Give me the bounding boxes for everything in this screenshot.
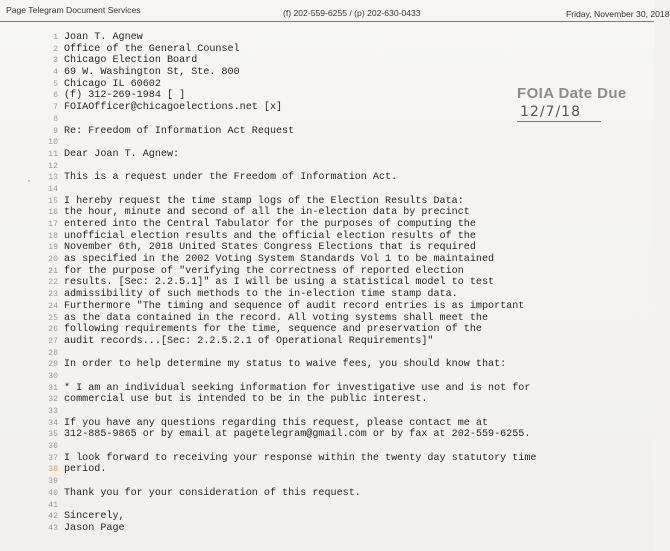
line-number: 24 xyxy=(48,301,58,311)
letter-line xyxy=(0,488,654,500)
letter-line xyxy=(0,523,654,535)
line-text: Re: Freedom of Information Act Request xyxy=(64,125,295,137)
line-number: 9 xyxy=(53,126,58,136)
letter-line xyxy=(0,254,654,266)
stamp-handwritten-date: 12/7/18 xyxy=(520,104,581,120)
fax-date: Friday, November 30, 2018 xyxy=(566,9,670,19)
line-number: 15 xyxy=(48,196,58,206)
line-number: 10 xyxy=(48,138,58,148)
letter-line xyxy=(0,406,654,418)
line-number: 30 xyxy=(48,371,58,381)
fax-header xyxy=(0,0,670,20)
line-text: FOIAOfficer@chicagoelections.net [x] xyxy=(64,102,283,114)
line-number: 39 xyxy=(48,477,58,487)
letter-line xyxy=(0,114,654,126)
line-text: Jason Page xyxy=(64,522,125,534)
line-text: If you have any questions regarding this request, please contact me at xyxy=(64,417,489,429)
line-text: as the data contained in the record. All voting systems shall meet the xyxy=(64,312,489,324)
letter-line xyxy=(0,207,654,219)
letter-line xyxy=(0,90,654,102)
line-number: 4 xyxy=(53,68,58,78)
line-number: 14 xyxy=(48,184,58,194)
line-text: period. xyxy=(64,464,107,476)
line-number: 16 xyxy=(48,208,58,218)
letter-line xyxy=(0,102,654,114)
letter-line xyxy=(0,277,654,289)
letter-line xyxy=(0,184,654,196)
letter-line xyxy=(0,149,654,161)
line-text: results. [Sec: 2.2.5.1]" as I will be using a statistical model to test xyxy=(64,277,495,289)
letter-line xyxy=(0,137,654,149)
line-number: 6 xyxy=(53,91,58,101)
line-text: Office of the General Counsel xyxy=(64,43,240,55)
letter-line xyxy=(0,464,654,476)
line-text: * I am an individual seeking information for investigative use and is not for xyxy=(64,382,531,394)
line-number: 25 xyxy=(48,313,58,323)
letter-line xyxy=(0,172,654,184)
stamp-label: FOIA Date Due xyxy=(517,85,627,102)
line-number: 22 xyxy=(48,278,58,288)
line-number: 43 xyxy=(48,523,58,533)
line-number: 31 xyxy=(48,383,58,393)
letter-line xyxy=(0,371,654,383)
line-number: 13 xyxy=(48,173,58,183)
line-number: 1 xyxy=(53,33,58,42)
line-text: for the purpose of "verifying the correctness of reported election xyxy=(64,265,464,277)
line-number: 27 xyxy=(48,336,58,346)
line-number: 20 xyxy=(48,255,58,265)
letter-line xyxy=(0,55,654,67)
line-number: 40 xyxy=(48,488,58,498)
line-number: 19 xyxy=(48,243,58,253)
line-number: 8 xyxy=(53,114,58,124)
line-text: audit records...[Sec: 2.2.5.2.1 of Operational Requirements]" xyxy=(64,335,434,347)
line-number: 11 xyxy=(48,149,58,159)
letter-line xyxy=(0,511,654,523)
letter-line xyxy=(0,359,654,371)
letter-line xyxy=(0,266,654,278)
letter-line xyxy=(0,394,654,406)
line-number: 26 xyxy=(48,325,58,335)
line-number: 33 xyxy=(48,407,58,416)
line-number: 18 xyxy=(48,231,58,241)
line-text: the hour, minute and second of all the in-election data by precinct xyxy=(64,207,470,219)
letter-line xyxy=(0,67,654,79)
line-number: 37 xyxy=(48,453,58,463)
line-text: In order to help determine my status to waive fees, you should know that: xyxy=(64,359,507,371)
letter-line xyxy=(0,231,654,243)
line-number: 7 xyxy=(53,103,58,113)
line-text: This is a request under the Freedom of Information Act. xyxy=(64,172,398,184)
line-text: November 6th, 2018 United States Congress Elections that is required xyxy=(64,242,476,254)
line-number: 12 xyxy=(48,161,58,171)
line-text: 69 W. Washington St, Ste. 800 xyxy=(64,67,240,79)
letter-line xyxy=(0,79,654,91)
letter-line xyxy=(0,313,654,325)
line-text: commercial use but is intended to be in the public interest. xyxy=(64,394,428,406)
letter-line xyxy=(0,383,654,395)
line-text: Sincerely, xyxy=(64,511,125,523)
line-number: 36 xyxy=(48,442,58,452)
line-number: 41 xyxy=(48,500,58,510)
line-text: Dear Joan T. Agnew: xyxy=(64,148,180,160)
letter-line xyxy=(0,196,654,208)
line-number: 38 xyxy=(48,465,58,475)
line-number: 29 xyxy=(48,360,58,370)
line-number: 3 xyxy=(53,56,58,66)
header-rule xyxy=(0,21,654,22)
letter-line xyxy=(0,336,654,348)
line-text: Chicago Election Board xyxy=(64,55,198,67)
line-text: I hereby request the time stamp logs of the Election Results Data: xyxy=(64,195,464,207)
line-number: 32 xyxy=(48,395,58,405)
fax-sender: Page Telegram Document Services xyxy=(6,5,141,15)
line-number: 21 xyxy=(48,266,58,276)
line-text: (f) 312-269-1984 [ ] xyxy=(64,90,186,102)
letter-line xyxy=(0,500,654,512)
line-text: as specified in the 2002 Voting System Standards Vol 1 to be maintained xyxy=(64,254,495,266)
line-text: 312-885-9865 or by email at pagetelegram@gmail.com or by fax at 202-559-6255. xyxy=(64,429,531,441)
letter-line xyxy=(0,161,654,173)
letter-line xyxy=(0,441,654,453)
letter-line xyxy=(0,219,654,231)
line-number: 2 xyxy=(53,44,58,54)
letter-line xyxy=(0,242,654,254)
letter-line xyxy=(0,348,654,360)
line-number: 35 xyxy=(48,430,58,440)
letter-line xyxy=(0,126,654,138)
letter-body xyxy=(0,32,654,535)
letter-line xyxy=(0,289,654,301)
line-number: 23 xyxy=(48,290,58,300)
line-text: Furthermore "The timing and sequence of audit record entries is as important xyxy=(64,300,525,312)
letter-line xyxy=(0,301,654,313)
letter-line xyxy=(0,324,654,336)
letter-line xyxy=(0,44,654,56)
line-number: 17 xyxy=(48,220,58,229)
line-text: I look forward to receiving your response within the twenty day statutory time xyxy=(64,452,537,464)
line-text: entered into the Central Tabulator for the purposes of computing the xyxy=(64,219,476,230)
line-text: Thank you for your consideration of this request. xyxy=(64,487,361,499)
line-text: unofficial election results and the official election results of the xyxy=(64,230,476,242)
fax-phones: (f) 202-559-6255 / (p) 202-630-0433 xyxy=(283,8,421,18)
letter-line xyxy=(0,476,654,488)
line-text: Chicago IL 60602 xyxy=(64,78,161,90)
line-text: admissibility of such methods to the in-election time stamp data. xyxy=(64,289,458,301)
line-number: 28 xyxy=(48,348,58,358)
line-number: 34 xyxy=(48,418,58,428)
line-number: 5 xyxy=(53,79,58,89)
line-text: Joan T. Agnew xyxy=(64,32,143,43)
letter-line xyxy=(0,32,654,44)
letter-line xyxy=(0,429,654,441)
letter-line xyxy=(0,418,654,430)
letter-line xyxy=(0,453,654,465)
line-text: following requirements for the time, sequence and preservation of the xyxy=(64,324,482,336)
line-number: 42 xyxy=(48,512,58,522)
